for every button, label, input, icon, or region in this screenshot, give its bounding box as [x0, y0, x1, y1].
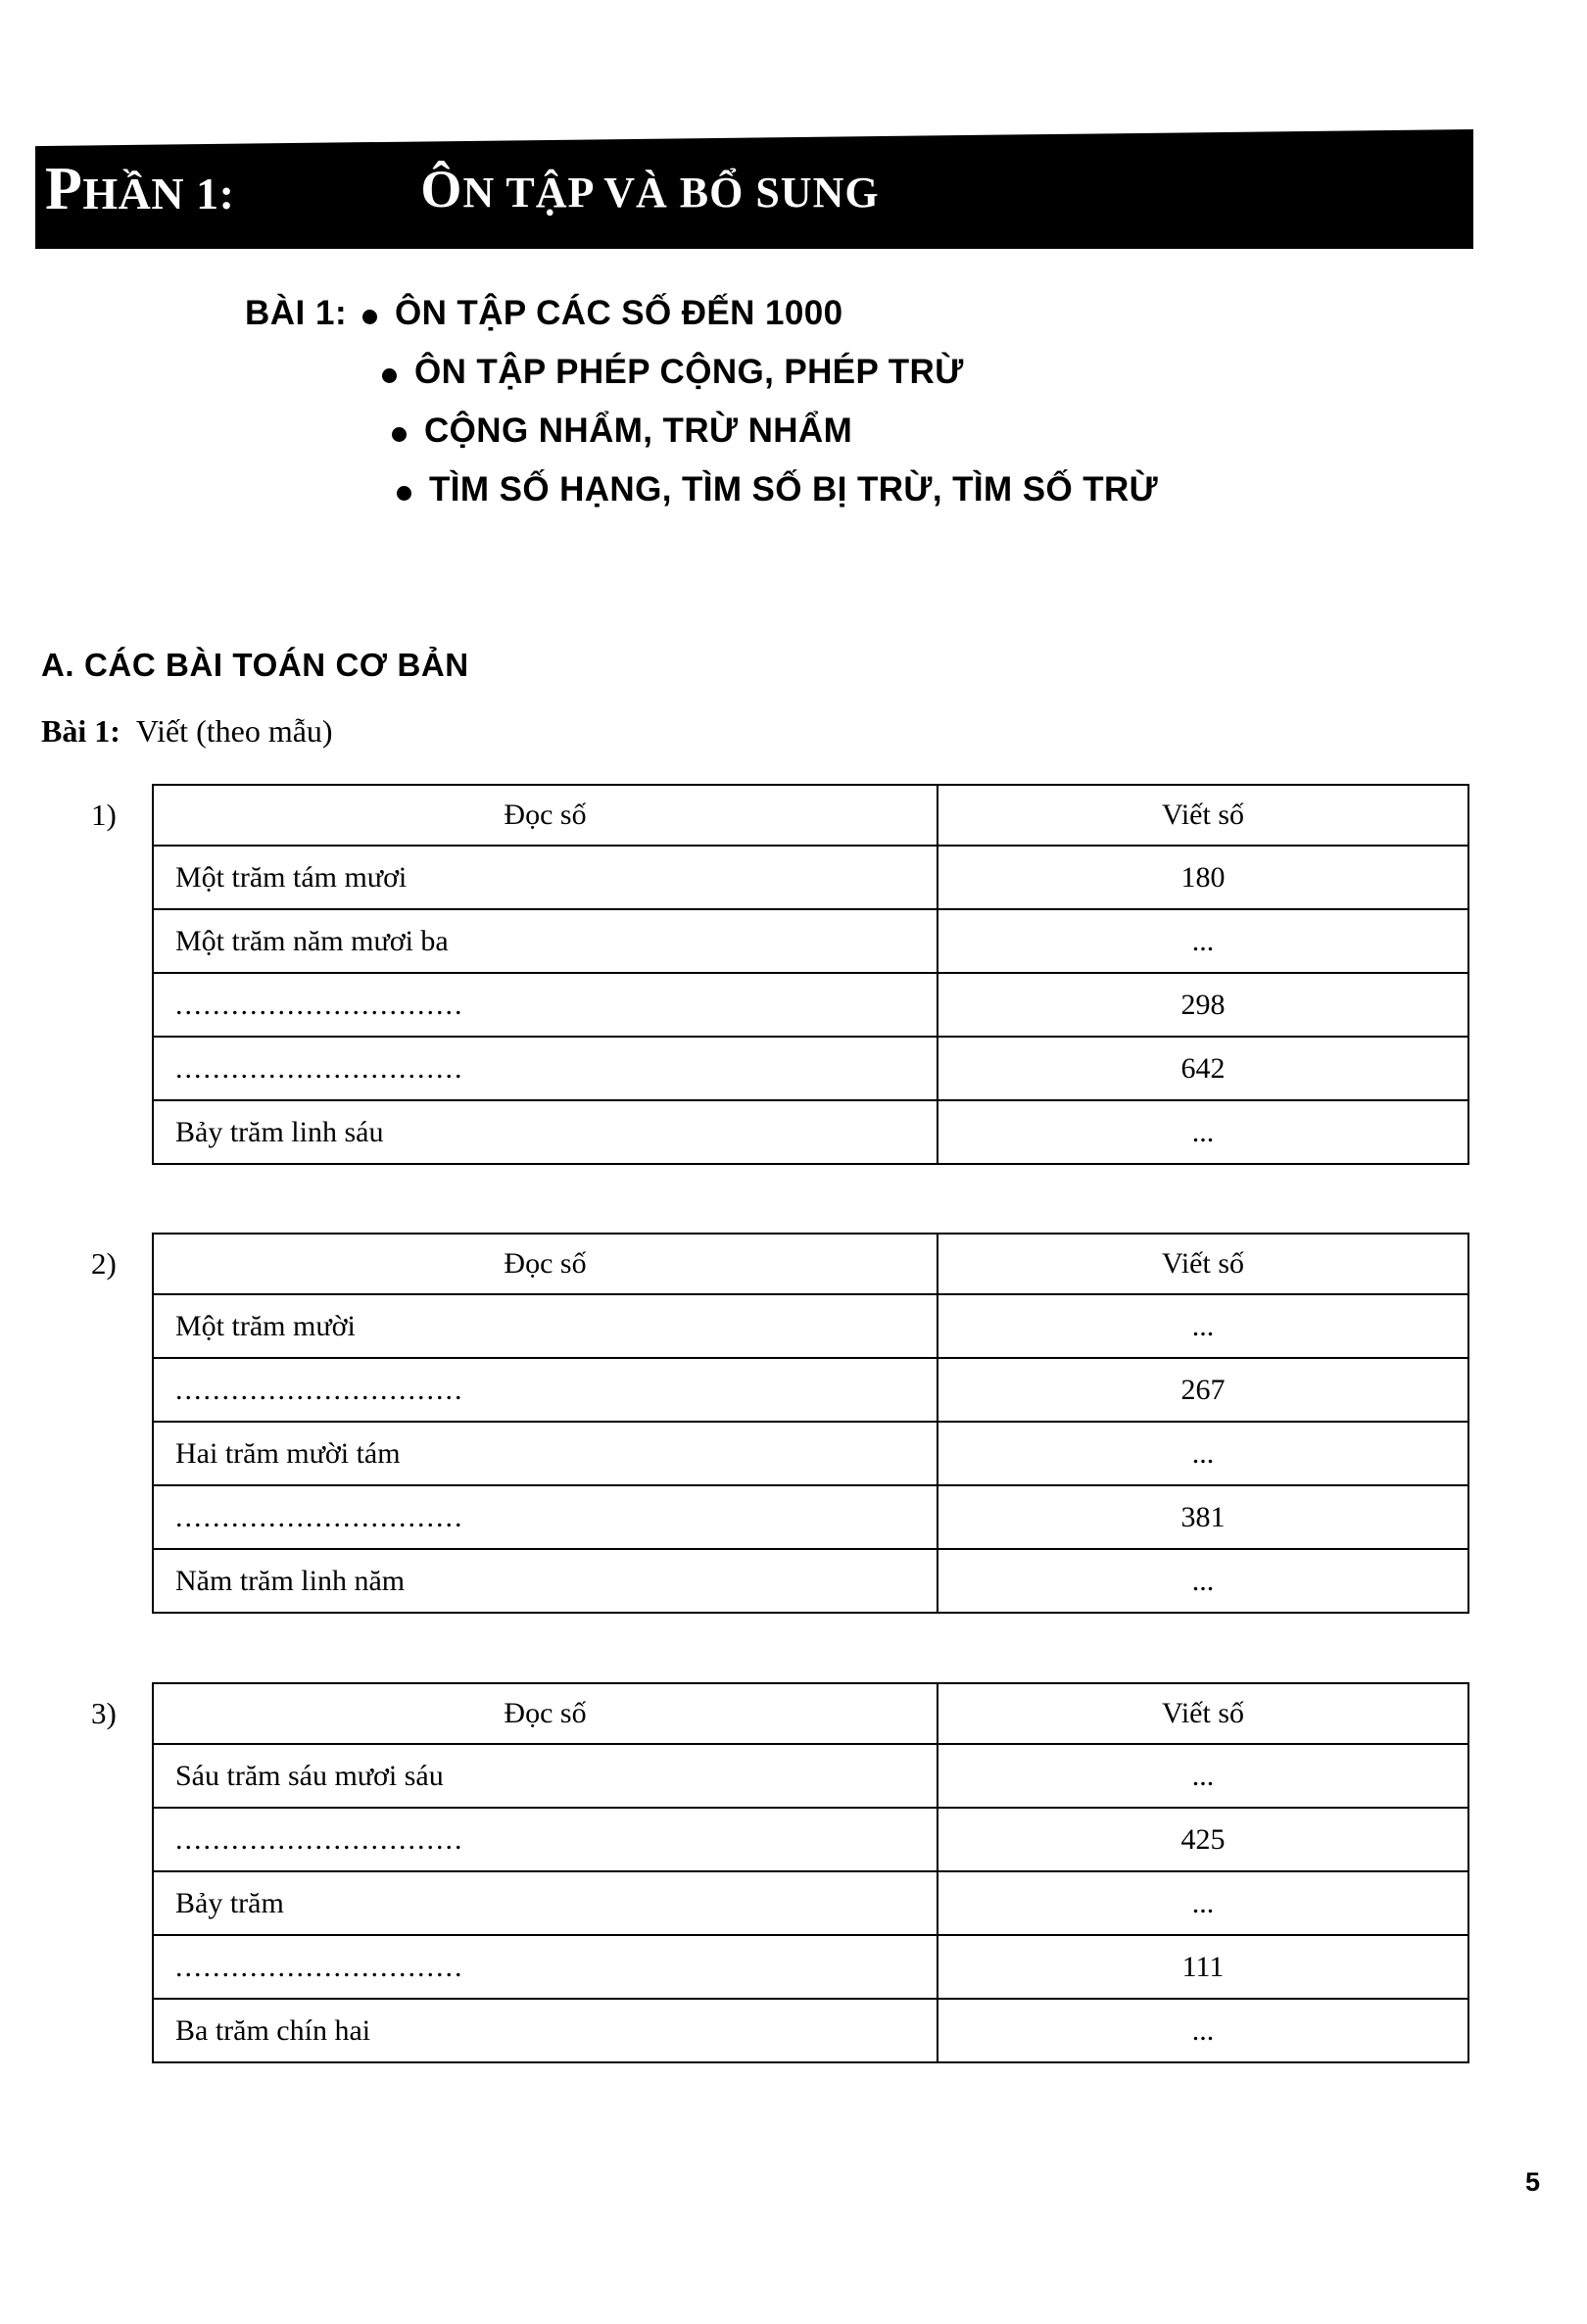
cell-write: 111 [938, 1935, 1468, 1999]
cell-write: ... [938, 1871, 1468, 1935]
banner-title: ÔN TẬP VÀ BỔ SUNG [420, 160, 880, 218]
cell-read: ............................... [153, 1935, 938, 1999]
cell-read: Năm trăm linh năm [153, 1549, 938, 1613]
bullet-icon [382, 368, 397, 383]
cell-write: 298 [938, 973, 1468, 1037]
exercise-label: Bài 1: [41, 713, 120, 749]
column-header-write: Viết số [938, 1683, 1468, 1744]
table-header-row [153, 1234, 1468, 1294]
cell-read: Bảy trăm [153, 1871, 938, 1935]
table-row [153, 1871, 1468, 1935]
header-banner-content [35, 129, 1473, 249]
lesson-row [382, 353, 1469, 392]
table-header-row [153, 785, 1468, 846]
cell-read: ............................... [153, 1808, 938, 1871]
lesson-row [245, 294, 1469, 333]
bullet-icon [362, 310, 377, 324]
table-row [153, 973, 1468, 1037]
bullet-icon [392, 427, 407, 442]
column-header-read: Đọc số [153, 785, 938, 846]
table-row [153, 909, 1468, 973]
cell-write: 642 [938, 1037, 1468, 1100]
lesson-item-label: ÔN TẬP PHÉP CỘNG, PHÉP TRỪ [414, 353, 964, 391]
cell-write: 267 [938, 1358, 1468, 1422]
cell-read: Bảy trăm linh sáu [153, 1100, 938, 1164]
bullet-icon [397, 486, 411, 501]
table-row [153, 1485, 1468, 1549]
table [152, 784, 1469, 1165]
cell-read: ............................... [153, 1485, 938, 1549]
cell-read: Sáu trăm sáu mươi sáu [153, 1744, 938, 1808]
table-index: 1) [91, 798, 117, 832]
cell-write: 425 [938, 1808, 1468, 1871]
table-row [153, 1935, 1468, 1999]
lesson-heading-block [245, 294, 1469, 529]
table-block-1 [91, 784, 1469, 1165]
lesson-item-label: TÌM SỐ HẠNG, TÌM SỐ BỊ TRỪ, TÌM SỐ TRỪ [429, 470, 1159, 508]
table-row [153, 1744, 1468, 1808]
section-heading: A. CÁC BÀI TOÁN CƠ BẢN [41, 647, 469, 683]
lesson-item-label: CỘNG NHẨM, TRỪ NHẨM [424, 412, 853, 450]
column-header-write: Viết số [938, 1234, 1468, 1294]
lesson-row [392, 412, 1469, 451]
table-block-2 [91, 1233, 1469, 1614]
exercise-text [128, 713, 136, 749]
cell-write: ... [938, 1999, 1468, 2062]
column-header-write: Viết số [938, 785, 1468, 846]
cell-read: ............................... [153, 973, 938, 1037]
cell-write: ... [938, 1294, 1468, 1358]
part-label: PHẦN 1: [45, 155, 235, 222]
exercise-heading [41, 713, 333, 750]
cell-write: ... [938, 1549, 1468, 1613]
table-row [153, 1808, 1468, 1871]
page-number: 5 [1524, 2167, 1540, 2197]
table-row [153, 1037, 1468, 1100]
table-row [153, 1100, 1468, 1164]
cell-read: Một trăm mười [153, 1294, 938, 1358]
cell-write: ... [938, 1100, 1468, 1164]
cell-read: Ba trăm chín hai [153, 1999, 938, 2062]
table-row [153, 846, 1468, 909]
cell-write: ... [938, 909, 1468, 973]
cell-write: ... [938, 1422, 1468, 1485]
table-row [153, 1294, 1468, 1358]
table-row [153, 1358, 1468, 1422]
cell-read: Một trăm năm mươi ba [153, 909, 938, 973]
column-header-read: Đọc số [153, 1683, 938, 1744]
cell-read: ............................... [153, 1037, 938, 1100]
table-row [153, 1549, 1468, 1613]
table-index: 2) [91, 1246, 117, 1281]
cell-read: Hai trăm mười tám [153, 1422, 938, 1485]
table [152, 1682, 1469, 2063]
table-header-row [153, 1683, 1468, 1744]
table-row [153, 1999, 1468, 2062]
lesson-label: BÀI 1: [245, 294, 348, 332]
table-index: 3) [91, 1696, 117, 1730]
cell-write: ... [938, 1744, 1468, 1808]
lesson-row [397, 470, 1469, 509]
lesson-item-label: ÔN TẬP CÁC SỐ ĐẾN 1000 [395, 294, 843, 332]
table [152, 1233, 1469, 1614]
exercise-instruction: Viết (theo mẫu) [135, 713, 333, 749]
table-row [153, 1422, 1468, 1485]
cell-write: 180 [938, 846, 1468, 909]
cell-read: ............................... [153, 1358, 938, 1422]
table-block-3 [91, 1682, 1469, 2063]
cell-write: 381 [938, 1485, 1468, 1549]
column-header-read: Đọc số [153, 1234, 938, 1294]
cell-read: Một trăm tám mươi [153, 846, 938, 909]
